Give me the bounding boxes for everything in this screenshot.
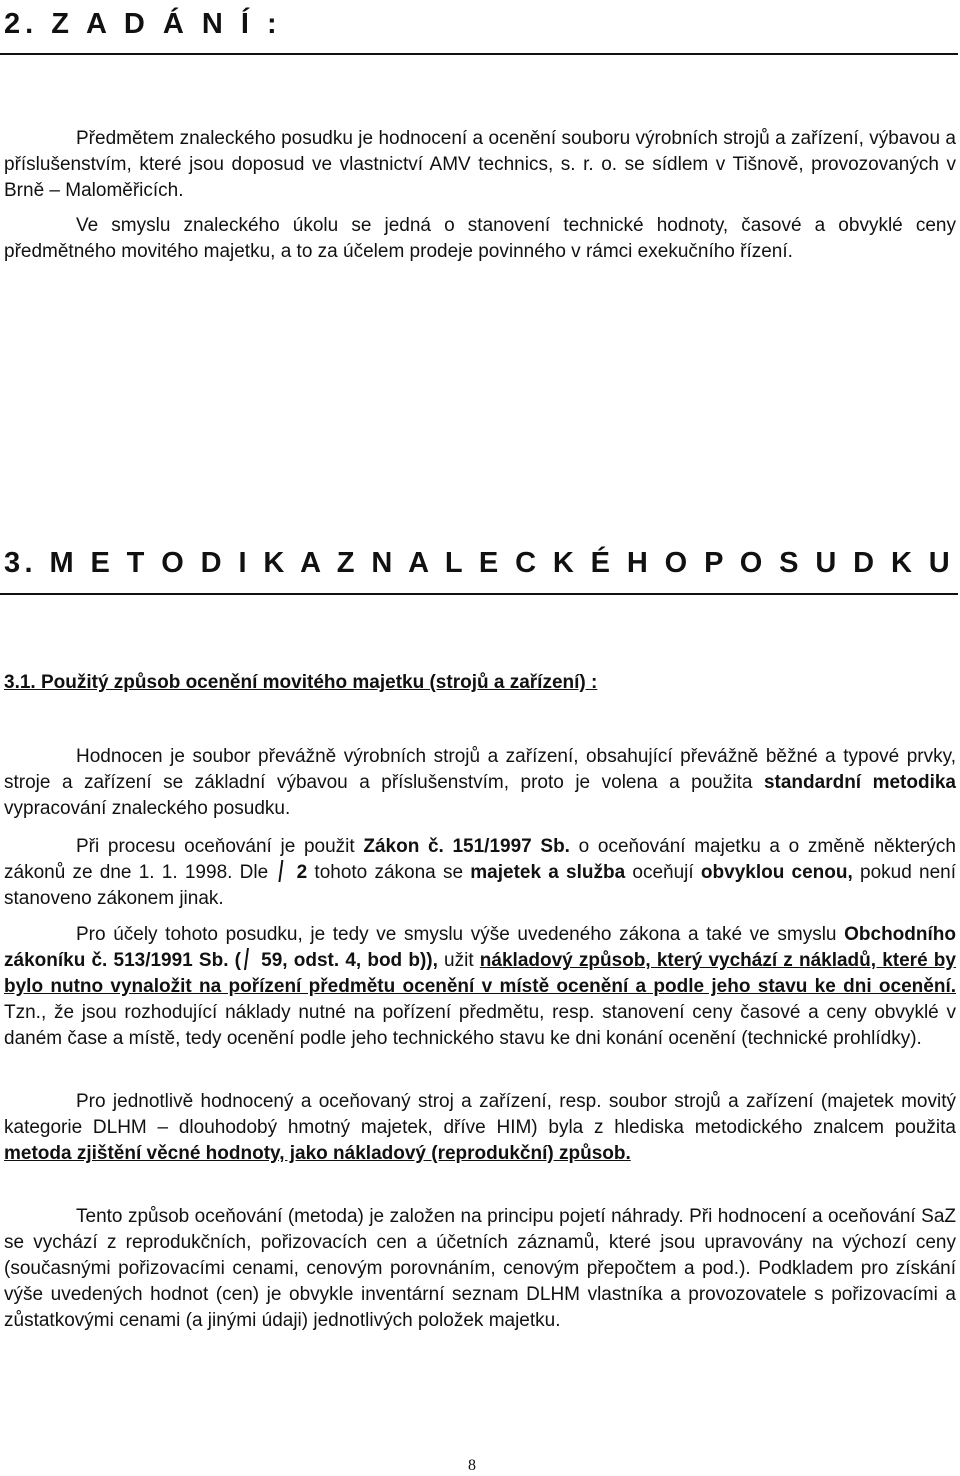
- section-3-heading: 3. M E T O D I K A Z N A L E C K É H O P O S U D K U: [4, 547, 955, 579]
- text-run: Pro jednotlivě hodnocený a oceňovaný stroj a zařízení, resp. soubor strojů a zařízení (majetek movitý kategorie DLHM – dlouhodobý hmotný majetek, dříve HIM) byla z hlediska metodického znalcem použita: [4, 1091, 956, 1138]
- bold-run: Obchodního zákoníku č. 513/1991 Sb. (: [4, 924, 956, 971]
- underlined-bold-run: nákladový způsob, který vychází z nákladů, které by bylo nutno vynaložit na pořízení předmětu ocenění v místě ocenění a podle jeho stavu ke dni ocenění.: [4, 950, 956, 997]
- paragraph-methodology: [4, 744, 956, 822]
- paragraph-law: [4, 834, 956, 912]
- underlined-bold-run: metoda zjištění věcné hodnoty, jako nákladový (reprodukční) způsob.: [4, 1143, 631, 1164]
- paragraph-replacement-principle: Tento způsob oceňování (metoda) je založen na principu pojetí náhrady. Při hodnocení a oceňování SaZ se vychází z reprodukčních, pořizovacích cen a účetních záznamů, které jsou upravovány na výchozí ceny (současnými pořizovacími cenami, cenovým porovnáním, cenovým přepočtem a pod.). Podkladem pro získání výše uvedených hodnot (cen) je obvykle inventární seznam DLHM vlastníka a provozovatele s pořizovacími a zůstatkovými cenami (a jinými údaji) jednotlivých položek majetku.: [4, 1206, 956, 1331]
- text-run: o oceňování majetku a o změně některých zákonů ze dne 1. 1. 1998. Dle: [4, 836, 956, 883]
- page-number: 8: [468, 1457, 476, 1474]
- text-run: užit: [437, 950, 480, 971]
- bold-run: majetek a služba: [470, 862, 626, 883]
- text-run: oceňují: [625, 862, 701, 883]
- text-run: Pro účely tohoto posudku, je tedy ve smyslu výše uvedeného zákona a také ve smyslu: [76, 924, 845, 945]
- heading-rule: [0, 53, 958, 55]
- bold-run: 59, odst. 4, bod b)),: [254, 950, 438, 971]
- paragraph-assignment-subject: Předmětem znaleckého posudku je hodnocení a ocenění souboru výrobních strojů a zařízení, výbavou a příslušenstvím, které jsou doposud ve vlastnictví AMV technics, s. r. o. se sídlem v Tišnově, provozovaných v Brně – Maloměřicích.: [4, 128, 956, 201]
- paragraph-assignment-purpose: Ve smyslu znaleckého úkolu se jedná o stanovení technické hodnoty, časové a obvyklé ceny předmětného movitého majetku, a to za účelem prodeje povinného v rámci exekučního řízení.: [4, 215, 956, 262]
- paragraph-valuation-method: [4, 1089, 956, 1167]
- bold-run: obvyklou cenou,: [700, 862, 853, 883]
- bold-run: 2: [289, 862, 308, 883]
- text-run: Při procesu oceňování je použit: [76, 836, 364, 857]
- bold-run: Zákon č. 151/1997 Sb.: [363, 836, 570, 857]
- section-2-heading: 2. Z A D Á N Í :: [4, 8, 282, 40]
- text-run: tohoto zákona se: [307, 862, 471, 883]
- heading-rule: [0, 593, 958, 595]
- text-run: Hodnocen je soubor převážně výrobních strojů a zařízení, obsahující převážně běžné a typové prvky, stroje a zařízení se základní výbavou a příslušenstvím, proto je volena a použita: [4, 746, 956, 793]
- text-run: pokud není stanoveno zákonem jinak.: [4, 862, 956, 909]
- bold-run: [241, 950, 438, 971]
- subsection-3-1-heading: 3.1. Použitý způsob ocenění movitého majetku (strojů a zařízení) :: [4, 672, 598, 693]
- text-run: Tzn., že jsou rozhodující náklady nutné na pořízení předmětu, resp. stanovení ceny časové a ceny obvyklé v daném čase a místě, tedy ocenění podle jeho technického stavu ke dni konání ocenění (technické prohlídky).: [4, 1002, 956, 1049]
- bold-run: [275, 862, 307, 883]
- paragraph-cost-method: [4, 922, 956, 1052]
- bold-run: standardní metodika: [763, 772, 956, 793]
- text-run: vypracování znaleckého posudku.: [4, 798, 291, 819]
